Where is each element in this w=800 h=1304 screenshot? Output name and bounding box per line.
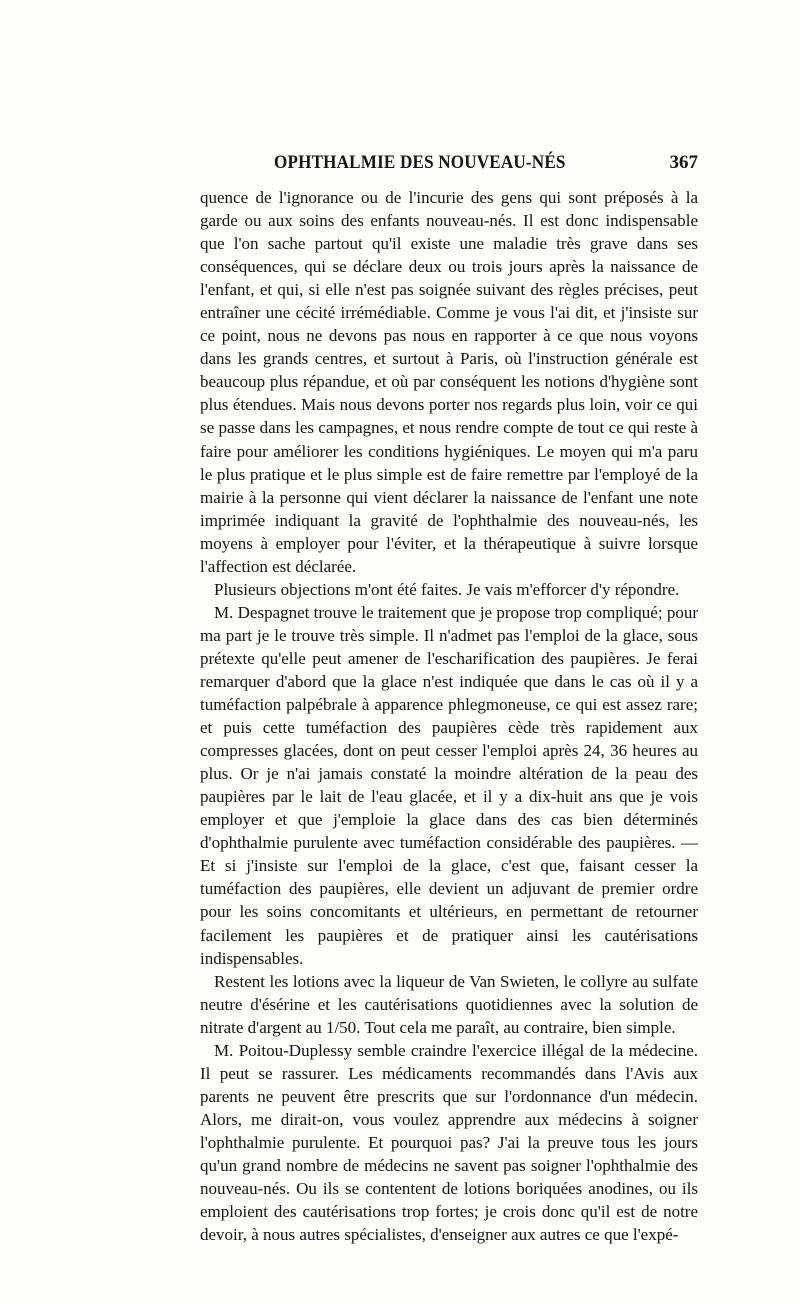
paragraph-lotions: Restent les lotions avec la liqueur de Van Swieten, le collyre au sulfate neutre d'ésérine et les cautérisations quotidiennes avec la solution de nitrate d'argent au 1/50. Tout cela me paraît, au contraire, bien simple. bbox=[200, 971, 698, 1037]
paragraph-objections: Plusieurs objections m'ont été faites. Je vais m'efforcer d'y répondre. bbox=[214, 579, 680, 599]
paragraph-continuation: quence de l'ignorance ou de l'incurie des gens qui sont préposés à la garde ou aux soins des enfants nouveau-nés. Il est donc indispensable que l'on sache partout qu'il existe une maladie très grave dans ses conséquences, qui se déclare deux ou trois jours après la naissance de l'enfant, et qui, si elle n'est pas soignée suivant des règles précises, peut entraîner une cécité irrémédiable. Comme je vous l'ai dit, et j'insiste sur ce point, nous ne devons pas nous en rapporter à ce que nous voyons dans les grands centres, et surtout à Paris, où l'instruction générale est beaucoup plus répandue, et où par conséquent les notions d'hygiène sont plus étendues. Mais nous devons porter nos regards plus loin, voir ce qui se passe dans les campagnes, et nous rendre compte de tout ce qui reste à faire pour améliorer les conditions hygiéniques. Le moyen qui m'a paru le plus pratique et le plus simple est de faire remettre par l'employé de la mairie à la personne qui vient déclarer la naissance de l'enfant une note imprimée indiquant la gravité de l'ophthalmie des nouveau-nés, les moyens à employer pour l'éviter, et la thérapeutique à suivre lorsque l'affection est déclarée. bbox=[200, 188, 698, 576]
page-number: 367 bbox=[669, 152, 698, 173]
page-header bbox=[200, 152, 698, 182]
paragraph-poitou-duplessy: M. Poitou-Duplessy semble craindre l'exercice illégal de la médecine. Il peut se rassurer. Les médicaments recommandés dans l'Avis aux parents ne peuvent être prescrits que sur l'ordonnance d'un médecin. Alors, me dirait-on, vous voulez apprendre aux médecins à soigner l'ophthalmie purulente. Et pourquoi pas? J'ai la preuve tous les jours qu'un grand nombre de médecins ne savent pas soigner l'ophthalmie des nouveau-nés. Ou ils se contentent de lotions boriquées anodines, ou ils emploient des cautérisations trop fortes; je crois donc qu'il est de notre devoir, à nous autres spécialistes, d'enseigner aux autres ce que l'expé- bbox=[200, 1040, 698, 1245]
running-title: OPHTHALMIE DES NOUVEAU-NÉS bbox=[274, 152, 566, 173]
body-text bbox=[200, 186, 698, 1246]
paragraph-despagnet: M. Despagnet trouve le traitement que je propose trop compliqué; pour ma part je le trouve très simple. Il n'admet pas l'emploi de la glace, sous prétexte qu'elle peut amener de l'escharification des paupières. Je ferai remarquer d'abord que la glace n'est indiquée que dans le cas où il y a tuméfaction palpébrale à apparence phlegmoneuse, ce qui est assez rare; et puis cette tuméfaction des paupières cède très rapidement aux compresses glacées, dont on peut cesser l'emploi après 24, 36 heures au plus. Or je n'ai jamais constaté la moindre altération de la peau des paupières par le lait de l'eau glacée, et il y a dix-huit ans que je vois employer et que j'emploie la glace dans des cas bien déterminés d'ophthalmie purulente avec tuméfaction considérable des paupières. — Et si j'insiste sur l'emploi de la glace, c'est que, faisant cesser la tuméfaction des paupières, elle devient un adjuvant de premier ordre pour les soins concomitants et ultérieurs, en permettant de retourner facilement les paupières et de pratiquer ainsi les cautérisations indispensables. bbox=[200, 602, 698, 968]
